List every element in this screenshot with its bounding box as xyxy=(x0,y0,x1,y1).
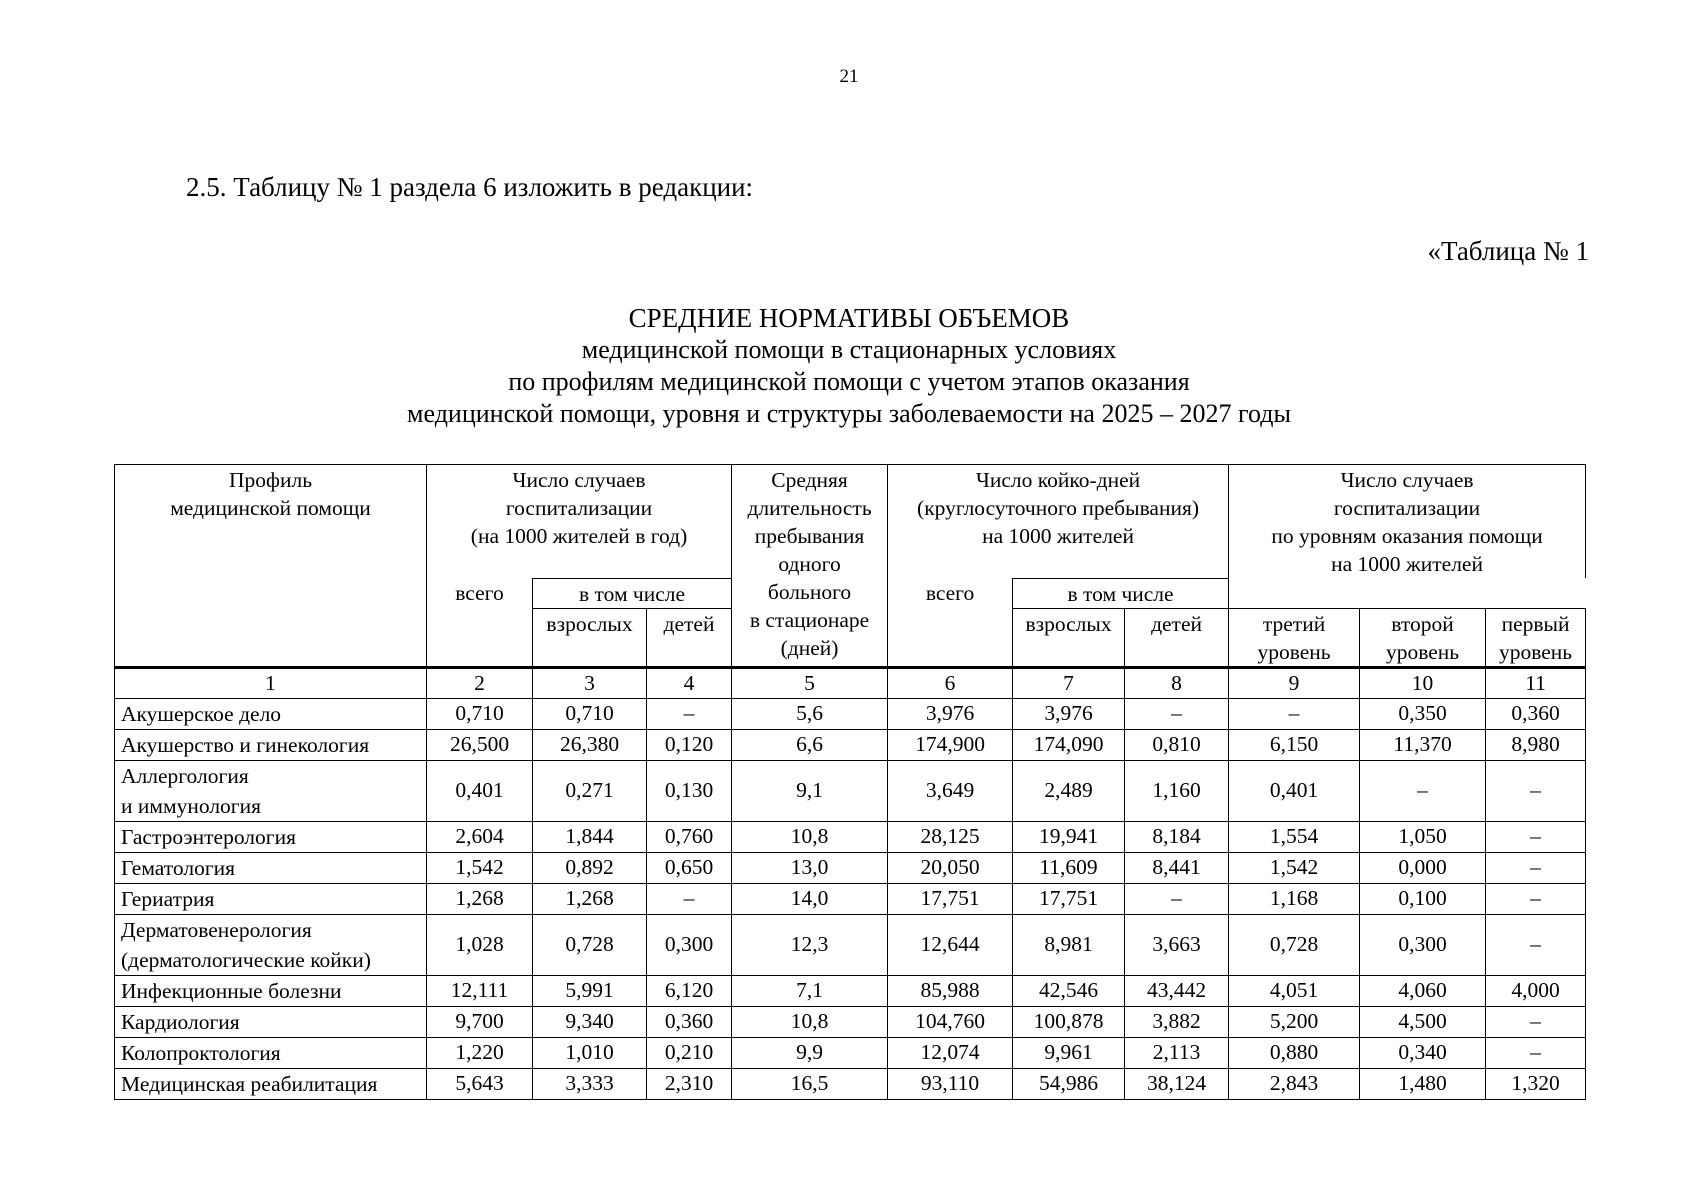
value-cell: 1,160 xyxy=(1125,760,1229,821)
value-cell: 0,650 xyxy=(647,852,732,883)
value-cell: 13,0 xyxy=(732,852,888,883)
table-row xyxy=(115,914,1586,975)
value-cell: 19,941 xyxy=(1013,821,1125,852)
value-cell: 1,320 xyxy=(1486,1068,1586,1099)
table-row xyxy=(115,975,1586,1006)
value-cell: 14,0 xyxy=(732,883,888,914)
value-cell: 2,604 xyxy=(427,821,533,852)
table-row xyxy=(115,729,1586,760)
value-cell: 2,113 xyxy=(1125,1037,1229,1068)
profile-cell xyxy=(115,760,427,821)
header-profile: Профиль медицинской помощи xyxy=(115,465,427,668)
header-hosp-including: в том числе xyxy=(533,578,732,608)
value-cell: 0,892 xyxy=(533,852,647,883)
value-cell: 0,210 xyxy=(647,1037,732,1068)
value-cell: 0,728 xyxy=(533,914,647,975)
column-number: 4 xyxy=(647,667,732,698)
value-cell: 4,500 xyxy=(1360,1006,1486,1037)
value-cell: 3,976 xyxy=(888,698,1013,729)
value-cell: 1,844 xyxy=(533,821,647,852)
column-number: 11 xyxy=(1486,667,1586,698)
value-cell: 4,051 xyxy=(1229,975,1360,1006)
value-cell: 3,649 xyxy=(888,760,1013,821)
value-cell: 0,810 xyxy=(1125,729,1229,760)
value-cell: 1,168 xyxy=(1229,883,1360,914)
value-cell: 54,986 xyxy=(1013,1068,1125,1099)
value-cell: 5,643 xyxy=(427,1068,533,1099)
value-cell: 3,333 xyxy=(533,1068,647,1099)
value-cell: 26,500 xyxy=(427,729,533,760)
value-cell: – xyxy=(1360,760,1486,821)
value-cell: 5,6 xyxy=(732,698,888,729)
profile-label: Инфекционные болезни xyxy=(121,978,342,1003)
value-cell: 8,980 xyxy=(1486,729,1586,760)
value-cell: 17,751 xyxy=(888,883,1013,914)
column-number: 5 xyxy=(732,667,888,698)
value-cell: 5,200 xyxy=(1229,1006,1360,1037)
value-cell: 6,6 xyxy=(732,729,888,760)
value-cell: 2,843 xyxy=(1229,1068,1360,1099)
value-cell: 0,360 xyxy=(1486,698,1586,729)
value-cell: 16,5 xyxy=(732,1068,888,1099)
profile-cell xyxy=(115,821,427,852)
value-cell: 28,125 xyxy=(888,821,1013,852)
header-hospitalizations: Число случаев госпитализации (на 1000 жителей в год) xyxy=(427,465,732,579)
value-cell: 8,441 xyxy=(1125,852,1229,883)
value-cell: 9,700 xyxy=(427,1006,533,1037)
value-cell: 10,8 xyxy=(732,1006,888,1037)
profile-cell xyxy=(115,1037,427,1068)
header-third-level: третий уровень xyxy=(1229,608,1360,667)
table-caption: «Таблица № 1 xyxy=(1427,236,1589,266)
header-bed-total: всего xyxy=(888,578,1013,667)
value-cell: 17,751 xyxy=(1013,883,1125,914)
profile-label: Акушерское дело xyxy=(121,701,282,726)
column-number: 2 xyxy=(427,667,533,698)
profile-label: Акушерство и гинекология xyxy=(121,732,370,757)
header-bed-adults: взрослых xyxy=(1013,608,1125,667)
table-row xyxy=(115,1006,1586,1037)
value-cell: 2,310 xyxy=(647,1068,732,1099)
value-cell: 3,976 xyxy=(1013,698,1125,729)
value-cell: 12,644 xyxy=(888,914,1013,975)
value-cell: 0,360 xyxy=(647,1006,732,1037)
value-cell: – xyxy=(1486,914,1586,975)
header-bed-children: детей xyxy=(1125,608,1229,667)
profile-label: Дерматовенерология xyxy=(121,917,312,942)
profile-label: (дерматологические койки) xyxy=(121,947,371,972)
profile-cell xyxy=(115,1006,427,1037)
value-cell: 85,988 xyxy=(888,975,1013,1006)
document-heading xyxy=(0,302,1698,430)
column-number: 6 xyxy=(888,667,1013,698)
column-number: 3 xyxy=(533,667,647,698)
value-cell: 93,110 xyxy=(888,1068,1013,1099)
column-number: 9 xyxy=(1229,667,1360,698)
column-numbers-row xyxy=(115,667,1586,698)
value-cell: 9,340 xyxy=(533,1006,647,1037)
value-cell: 1,220 xyxy=(427,1037,533,1068)
value-cell: – xyxy=(1229,698,1360,729)
heading-line: медицинской помощи в стационарных условиях xyxy=(581,335,1117,364)
value-cell: – xyxy=(1486,883,1586,914)
value-cell: 1,268 xyxy=(533,883,647,914)
value-cell: 0,880 xyxy=(1229,1037,1360,1068)
value-cell: 3,663 xyxy=(1125,914,1229,975)
value-cell: 7,1 xyxy=(732,975,888,1006)
value-cell: 0,401 xyxy=(1229,760,1360,821)
value-cell: 43,442 xyxy=(1125,975,1229,1006)
header-second-level: второй уровень xyxy=(1360,608,1486,667)
page-number: 21 xyxy=(839,66,859,87)
value-cell: 6,120 xyxy=(647,975,732,1006)
norms-table xyxy=(114,464,1586,1100)
value-cell: 0,350 xyxy=(1360,698,1486,729)
value-cell: 2,489 xyxy=(1013,760,1125,821)
value-cell: 10,8 xyxy=(732,821,888,852)
value-cell: 1,050 xyxy=(1360,821,1486,852)
value-cell: 11,370 xyxy=(1360,729,1486,760)
value-cell: 38,124 xyxy=(1125,1068,1229,1099)
table-row xyxy=(115,698,1586,729)
value-cell: 0,710 xyxy=(533,698,647,729)
profile-label: Гематология xyxy=(121,855,236,880)
value-cell: 6,150 xyxy=(1229,729,1360,760)
value-cell: – xyxy=(1486,821,1586,852)
value-cell: 104,760 xyxy=(888,1006,1013,1037)
profile-label: и иммунология xyxy=(121,793,262,818)
value-cell: – xyxy=(647,883,732,914)
value-cell: – xyxy=(647,698,732,729)
value-cell: 0,300 xyxy=(647,914,732,975)
value-cell: 174,900 xyxy=(888,729,1013,760)
value-cell: 100,878 xyxy=(1013,1006,1125,1037)
profile-cell xyxy=(115,729,427,760)
value-cell: 174,090 xyxy=(1013,729,1125,760)
profile-label: Медицинская реабилитация xyxy=(121,1071,378,1096)
profile-cell xyxy=(115,883,427,914)
column-number: 1 xyxy=(115,667,427,698)
heading-line: СРЕДНИЕ НОРМАТИВЫ ОБЪЕМОВ xyxy=(628,303,1070,333)
value-cell: 42,546 xyxy=(1013,975,1125,1006)
value-cell: – xyxy=(1486,1037,1586,1068)
profile-label: Гериатрия xyxy=(121,886,215,911)
value-cell: 1,268 xyxy=(427,883,533,914)
value-cell: 11,609 xyxy=(1013,852,1125,883)
value-cell: 5,991 xyxy=(533,975,647,1006)
value-cell: – xyxy=(1486,852,1586,883)
table-row xyxy=(115,1068,1586,1099)
header-hosp-children: детей xyxy=(647,608,732,667)
value-cell: 9,1 xyxy=(732,760,888,821)
value-cell: 8,981 xyxy=(1013,914,1125,975)
column-number: 10 xyxy=(1360,667,1486,698)
header-bed-days: Число койко-дней (круглосуточного пребывания) на 1000 жителей xyxy=(888,465,1229,579)
value-cell: 12,111 xyxy=(427,975,533,1006)
value-cell: 0,760 xyxy=(647,821,732,852)
value-cell: 0,100 xyxy=(1360,883,1486,914)
value-cell: 8,184 xyxy=(1125,821,1229,852)
value-cell: 0,710 xyxy=(427,698,533,729)
heading-line: медицинской помощи, уровня и структуры заболеваемости на 2025 – 2027 годы xyxy=(407,399,1291,428)
value-cell: 1,010 xyxy=(533,1037,647,1068)
table-row xyxy=(115,852,1586,883)
value-cell: 4,000 xyxy=(1486,975,1586,1006)
value-cell: 0,130 xyxy=(647,760,732,821)
header-hosp-total: всего xyxy=(427,578,533,667)
profile-cell xyxy=(115,1068,427,1099)
value-cell: – xyxy=(1486,1006,1586,1037)
header-average-stay: Средняя длительность пребывания одного больного в стационаре (дней) xyxy=(732,465,888,668)
profile-cell xyxy=(115,914,427,975)
column-number: 8 xyxy=(1125,667,1229,698)
profile-cell xyxy=(115,698,427,729)
table-row xyxy=(115,883,1586,914)
value-cell: – xyxy=(1486,760,1586,821)
value-cell: 12,074 xyxy=(888,1037,1013,1068)
profile-cell xyxy=(115,975,427,1006)
profile-label: Аллергология xyxy=(121,763,249,788)
value-cell: 0,120 xyxy=(647,729,732,760)
value-cell: 1,542 xyxy=(1229,852,1360,883)
column-number: 7 xyxy=(1013,667,1125,698)
value-cell: 12,3 xyxy=(732,914,888,975)
profile-label: Колопроктология xyxy=(121,1040,281,1065)
value-cell: 4,060 xyxy=(1360,975,1486,1006)
table-row xyxy=(115,1037,1586,1068)
value-cell: 1,480 xyxy=(1360,1068,1486,1099)
value-cell: 0,000 xyxy=(1360,852,1486,883)
value-cell: 9,961 xyxy=(1013,1037,1125,1068)
header-first-level: первый уровень xyxy=(1486,608,1586,667)
heading-line: по профилям медицинской помощи с учетом этапов оказания xyxy=(508,367,1190,396)
value-cell: 1,542 xyxy=(427,852,533,883)
value-cell: 0,340 xyxy=(1360,1037,1486,1068)
header-care-levels: Число случаев госпитализации по уровням оказания помощи на 1000 жителей xyxy=(1229,465,1586,579)
value-cell: – xyxy=(1125,883,1229,914)
table-row xyxy=(115,821,1586,852)
value-cell: – xyxy=(1125,698,1229,729)
value-cell: 0,728 xyxy=(1229,914,1360,975)
value-cell: 1,028 xyxy=(427,914,533,975)
value-cell: 3,882 xyxy=(1125,1006,1229,1037)
value-cell: 0,401 xyxy=(427,760,533,821)
value-cell: 0,300 xyxy=(1360,914,1486,975)
value-cell: 1,554 xyxy=(1229,821,1360,852)
profile-label: Кардиология xyxy=(121,1009,240,1034)
value-cell: 26,380 xyxy=(533,729,647,760)
header-bed-including: в том числе xyxy=(1013,578,1229,608)
table-row xyxy=(115,760,1586,821)
value-cell: 0,271 xyxy=(533,760,647,821)
header-hosp-adults: взрослых xyxy=(533,608,647,667)
amendment-text: 2.5. Таблицу № 1 раздела 6 изложить в редакции: xyxy=(186,172,754,202)
profile-cell xyxy=(115,852,427,883)
profile-label: Гастроэнтерология xyxy=(121,824,296,849)
value-cell: 20,050 xyxy=(888,852,1013,883)
value-cell: 9,9 xyxy=(732,1037,888,1068)
